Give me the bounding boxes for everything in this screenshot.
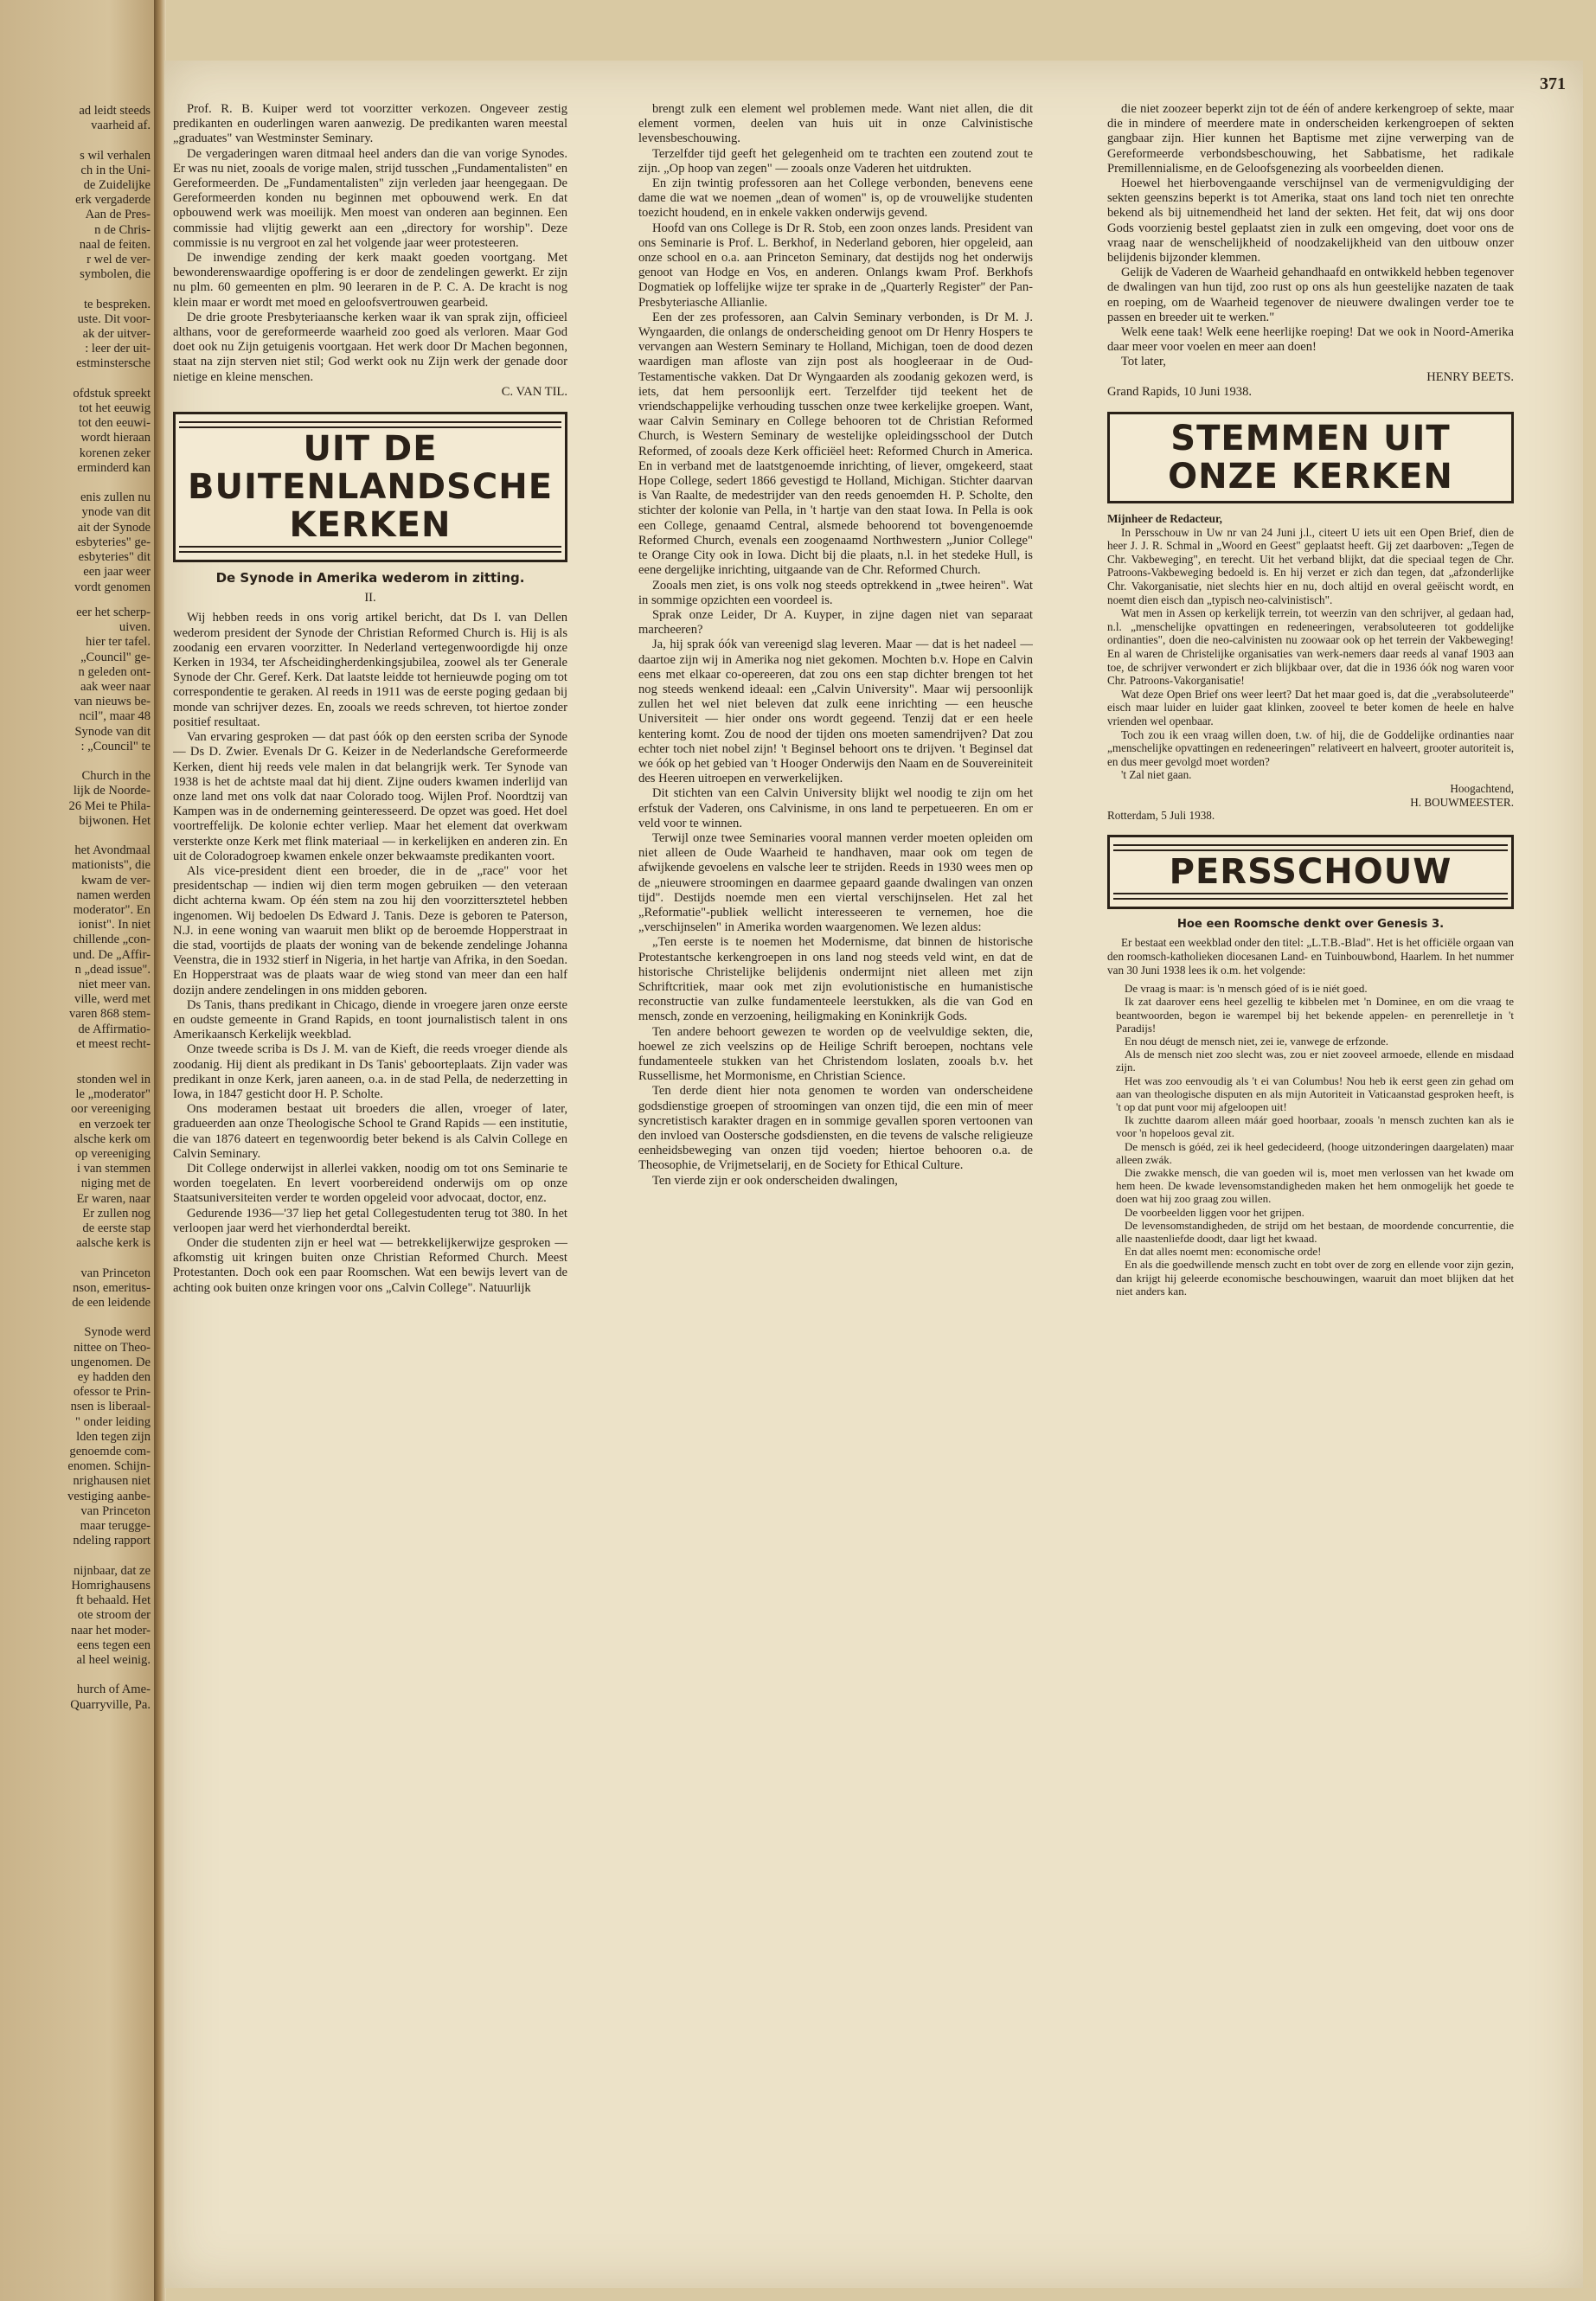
paragraph: die niet zoozeer beperkt zijn tot de één of andere kerkengroep of sekte, maar die in mindere of meerdere mate in onderscheiden kerkengroepen of sekten gangbaar zijn. Hier kunnen het Baptisme met zijne verwerping van de Gereformeerde verbondsbeschouwing, het Sabbatisme, het radikale Premillennialisme, en de Geloofsgenezing als voorbeelden dienen. [1107, 102, 1514, 176]
left-page-fragment-top [3, 104, 151, 595]
text-line-fragment: esbyteries" ge- [75, 535, 151, 549]
text-line-fragment: al heel weinig. [76, 1652, 151, 1667]
text-line-fragment: varen 868 stem- [68, 1007, 151, 1022]
text-line-fragment [3, 372, 151, 387]
article-heading: De Synode in Amerika wederom in zitting. [215, 570, 525, 586]
text-line-fragment: de Affirmatio- [78, 1022, 151, 1036]
article-continuation [173, 102, 567, 385]
text-line-fragment: Synode van dit [74, 724, 151, 739]
text-line-fragment: ungenomen. De [70, 1355, 151, 1369]
text-line-fragment: Homrighausens [71, 1578, 151, 1593]
section-banner-persschouw [1107, 835, 1514, 909]
text-line-fragment: nittee on Theo- [74, 1340, 151, 1355]
paragraph: Er bestaat een weekblad onder den titel: „L.T.B.-Blad". Het is het officiële orgaan van den roomsch-katholieken diocesanen Land- en Tuinbouwbond, Haarlem. In het nummer van 30 Juni 1938 lees ik o.m. het volgende: [1107, 936, 1514, 977]
text-line-fragment: Church in the [81, 769, 151, 784]
paragraph: brengt zulk een element wel problemen mede. Want niet allen, die dit element vormen, deelen van huis uit in onze Calvinistische levensbeschouwing. [638, 102, 1033, 146]
text-line-fragment [3, 829, 151, 843]
letter-signature: H. BOUWMEESTER. [1410, 795, 1514, 809]
paragraph: Prof. R. B. Kuiper werd tot voorzitter verkozen. Ongeveer zestig predikanten en ouderlingen waren aanwezig. De predikanten waren meestal „graduates" van Westminster Seminary. [173, 102, 567, 146]
text-line-fragment: Er zullen nog [82, 1206, 151, 1221]
paragraph: „Ten eerste is te noemen het Modernisme, dat binnen de historische Protestantsche kerkengroepen in ons land nog steeds veld wint, en dat de historische Christelijke belijdenis ondermijnt niet alleen met zijn Schriftcritiek, maar ook met zijn evolutionistische en humanistische reconstructie van zulke fundamenteele leerstukken, als die van God en mensch, zonde en verzoening, heiligmaking en Koninkrijk Gods. [638, 935, 1033, 1024]
text-line-fragment: ote stroom der [77, 1608, 151, 1623]
paragraph: Ik zat daarover eens heel gezellig te kibbelen met 'n Dominee, en om die vraag te beantwoorden, begon ie warempel bij het bekende appelen- en perenrelletje in 't Paradijs! [1116, 995, 1514, 1035]
text-line-fragment: lijk de Noorde- [73, 784, 151, 798]
text-line-fragment [3, 282, 151, 297]
text-line-fragment: „Council" ge- [80, 650, 151, 664]
author-signature: C. VAN TIL. [501, 384, 567, 399]
text-line-fragment: kwam de ver- [81, 873, 151, 888]
text-line-fragment: ville, werd met [74, 992, 151, 1007]
text-line-fragment [3, 476, 151, 490]
text-line-fragment: ey hadden den [77, 1370, 151, 1385]
paragraph: Wat men in Assen op kerkelijk terrein, tot weerzin van den schrijver, al gedaan had, n.l. „menschelijke opvattingen en redeneeringen, verabsoluteeren tot goddelijke ordinanties", doen die neo-calvinisten nu zoowaar ook op het terrein der Vakbeweging! En al waren de Christelijke organisaties van werk-nemers daar reeds al vanaf 1903 aan toe, de schrijver verwondert er zich blijkbaar over, dat die in 1936 óók nog waren voor Chr. Patroons-Vakorganisatie! [1107, 606, 1514, 688]
paragraph: Sprak onze Leider, Dr A. Kuyper, in zijne dagen niet van separaat marcheeren? [638, 607, 1033, 638]
paragraph: Gedurende 1936—'37 liep het getal Collegestudenten terug tot 380. In het verloopen jaar werd het vierhonderdtal bereikt. [173, 1206, 567, 1235]
text-line-fragment: tot het eeuwig [79, 401, 151, 416]
article-heading: Hoe een Roomsche denkt over Genesis 3. [1176, 917, 1445, 931]
paragraph: De voorbeelden liggen voor het grijpen. [1125, 1205, 1304, 1219]
paragraph: Het was zoo eenvoudig als 't ei van Columbus! Nou heb ik eerst geen zin gehad om aan van theologische disputen en als mijn Autoriteit in Vaticaanstad gesproken heeft, is 't op dat punt voor mij afgeloopen uit! [1116, 1074, 1514, 1113]
text-line-fragment: een jaar weer [83, 565, 151, 580]
text-line-fragment: ndeling rapport [73, 1534, 151, 1548]
banner-rule [1113, 844, 1508, 851]
text-line-fragment: eens tegen een [76, 1638, 151, 1652]
text-line-fragment: ch in the Uni- [80, 163, 151, 177]
text-line-fragment: enis zullen nu [80, 490, 151, 505]
paragraph: Als de mensch niet zoo slecht was, zou er niet zooveel armoede, ellende en misdaad zijn. [1116, 1048, 1514, 1074]
paragraph: Wij hebben reeds in ons vorig artikel bericht, dat Ds I. van Dellen wederom president der Synode der Christian Reformed Church is. Hij is als zoodanig een ervaren voorzitter. In Nederland vertegenwoordigde hij onze Kerken in 1934, ter Afscheidingherdenkingsjubilea, zoowel als ter Generale Synode der Chr. Geref. Kerk. Dat laatste leidde tot hernieuwde poging om tot correspondentie te geraken. Al reeds in 1911 was de eerste poging gedaan bij monde van schrijver dezes. En, zooals we reeds schreven, tot hiertoe zonder positief resultaat. [173, 611, 567, 729]
text-line-fragment: namen werden [76, 888, 151, 902]
paragraph: De inwendige zending der kerk maakt goeden voortgang. Met bewonderenswaardige opoffering is er door de zendelingen gewerkt. Er zijn nu plm. 60 gemeenten en plm. 90 leeraren in de P. C. A. De kracht is nog klein maar er wordt met moed en geloofsvertrouwen gearbeid. [173, 251, 567, 310]
text-line-fragment: niet meer van. [78, 977, 151, 992]
paragraph: Welk eene taak! Welk eene heerlijke roeping! Dat we ook in Noord-Amerika daar meer voor voelen en meer aan doen! [1107, 325, 1514, 355]
text-line-fragment: erk vergaderde [75, 193, 151, 208]
text-line-fragment: uste. Dit voor- [77, 311, 151, 326]
dateline: Grand Rapids, 10 Juni 1938. [1107, 384, 1253, 399]
paragraph: En zijn twintig professoren aan het College verbonden, benevens eene dame die wat we noemen „dean of women" is, op de vrouwelijke studenten toezicht houdend, en in enkele vakken onderwijs gevend. [638, 176, 1033, 221]
paragraph: Terzelfder tijd geeft het gelegenheid om te trachten een zoutend zout te zijn. „Op hoop van zegen" — zooals onze Vaderen het uitdrukten. [638, 146, 1033, 176]
text-line-fragment: te bespreken. [84, 297, 151, 311]
paragraph: Wat deze Open Brief ons weer leert? Dat het maar goed is, dat die „verabsoluteerde" eisch maar luider en luider gaat klinken, zooveel te beter komen de heele en halve vrienden wel openbaar. [1107, 687, 1514, 727]
article-part-number: II. [364, 591, 376, 606]
left-page-fragment-bottom [3, 1073, 151, 1713]
text-line-fragment: 26 Mei te Phila- [68, 798, 151, 813]
text-line-fragment: vestiging aanbe- [67, 1489, 151, 1503]
paragraph: Dit College onderwijst in allerlei vakken, noodig om tot ons Seminarie te worden toegelaten. En levert voorbereidend onderwijs om op onze Staatsuniversiteiten verder te worden opgeleid voor advocaat, doctor, enz. [173, 1161, 567, 1206]
text-line-fragment [3, 1311, 151, 1325]
author-signature: HENRY BEETS. [1426, 369, 1514, 384]
text-line-fragment: ad leidt steeds [79, 104, 151, 118]
text-line-fragment: ynode van dit [81, 505, 151, 520]
text-line-fragment: naar het moder- [70, 1623, 151, 1638]
text-line-fragment: van Princeton [80, 1266, 151, 1280]
text-line-fragment: naal de feiten. [79, 237, 151, 252]
text-line-fragment: uiven. [119, 620, 151, 635]
letter-dateline: Rotterdam, 5 Juli 1938. [1107, 809, 1215, 823]
paragraph: Zooals men ziet, is ons volk nog steeds optrekkend in „twee heiren". Wat in sommige opzichten een voordeel is. [638, 578, 1033, 607]
paragraph: Onze tweede scriba is Ds J. M. van de Kieft, die reeds vroeger diende als zoodanig. Hij dient als predikant in Ds Tanis' geboorteplaats. Zijn vader was predikant in onze Kerk, jaren aaneen, o.a. in de stad Pella, de nederzetting in Iowa, in 1847 gesticht door H. P. Scholte. [173, 1042, 567, 1101]
text-line-fragment: van Princeton [80, 1503, 151, 1518]
text-line-fragment: vaarheid af. [91, 119, 151, 133]
paragraph: Ons moderamen bestaat uit broeders die allen, vroeger of later, gradueerden aan onze Theologische School te Grand Rapids — een institutie, die van 1876 dateert en tegenwoordig beter bekend is als Calvin College en Calvin Seminary. [173, 1102, 567, 1161]
text-line-fragment: s wil verhalen [80, 148, 151, 163]
article-body-continued [638, 102, 1033, 1189]
text-line-fragment: ofessor te Prin- [73, 1385, 151, 1400]
text-line-fragment: Er waren, naar [76, 1191, 151, 1206]
paragraph: De mensch is góéd, zei ik heel gedecideerd, (hooge uitzonderingen daargelaten) maar alleen zwák. [1116, 1139, 1514, 1166]
text-line-fragment: maar terugge- [80, 1519, 151, 1534]
banner-title-line2: BUITENLANDSCHE KERKEN [187, 467, 554, 546]
text-line-fragment: r wel de ver- [87, 253, 151, 267]
paragraph: En dat alles noemt men: economische orde! [1125, 1245, 1322, 1259]
paragraph: Een der zes professoren, aan Calvin Seminary verbonden, is Dr M. J. Wyngaarden, die onlangs de onderscheiding genoot om Dr Henry Hospers te vervangen aan Western Seminary te Holland, Michigan, toen de dood dezen waardigen man afloste van zijn post als hoogleeraar in de Oud-Testamentische vakken. Dat Dr Wyngaarden als zoodanig gekozen werd, is iets, dat hem persoonlijk eert. Terzelfder tijd teekent het de vriendschappelijke verhouding tusschen onze twee kerkelijke groepen. Want, waar Calvin Seminary en College behooren tot de Christian Reformed Church, is Western Seminary de westelijke opleidingsschool der Dutch Reformed, of zooals deze Kerk officiëel heet: Reformed Church in America. En in verband met de laatstgenoemde inrichting, of liever, omgekeerd, staat Hope College, sedert 1866 gevestigd te Holland, Michigan. Stichter daarvan is Van Raalte, de medestrijder van den reeds genoemden H. P. Scholte, den stichter der kolonie van Pella, in 't hartje van den staat Iowa. In Pella is ook een College, genaamd Central, alsmede behoorend tot bovengenoemde Reformed Church, evenals een zoogenaamd Northwestern „Junior College" te Orange City ook in Iowa. Dicht bij die plaats, n.l. in het stedeke Hull, is eene dergelijke inrichting, uitgaande van de Chr. Reformed Church. [638, 310, 1033, 578]
letter-closing: Hoogachtend, [1450, 781, 1514, 795]
banner-rule [179, 546, 561, 553]
section-banner-buitenlandsche-kerken [173, 412, 567, 562]
text-line-fragment: i van stemmen [76, 1162, 151, 1176]
paragraph: In Persschouw in Uw nr van 24 Juni j.l., citeert U iets uit een Open Brief, dien de heer J. J. R. Schmal in „Woord en Geest" geplaatst heeft. Gij zet daarboven: „Tegen de Chr. Vakbeweging", en terecht. Uit het verband blijkt, dat die speciaal tegen de Chr. Patroons-Vakbeweging bedoeld is. En hij verzet er zich dan tegen, dat „afzonderlijke Chr. Vakorganisatie, niet slechts hier en nu, doch altijd en overal geëischt wordt, en noemt dien eisch dan „typisch neo-calvinistisch". [1107, 525, 1514, 606]
column-1 [173, 102, 567, 2282]
column-3 [1107, 102, 1514, 2282]
text-line-fragment: tot den eeuwi- [78, 416, 151, 431]
article-body [173, 611, 567, 1295]
banner-title-line2: ONZE KERKEN [1168, 457, 1453, 497]
text-line-fragment: stonden wel in [76, 1073, 151, 1086]
text-line-fragment: moderator". En [73, 903, 151, 918]
paragraph: Als vice-president dient een broeder, die in de „race" voor het presidentschap — indien wij dien term mogen gebruiken — den veteraan dicht achterna kwam. Op één stem na zou hij den voorzittersztetel hebben ingenomen. Wij bedoelen Ds Edward J. Tanis. Deze is geboren te Paterson, N.J. in eene woning van waaruit men blikt op de beroemde Hopperstraat in die stad, voortijds de plaats der woning van de bekende zendelinge Johanna Veenstra, die in 1932 stierf in Nigeria, in het hartje van Afrika, in den Soedan. En Hopperstraat was de plaats waar de wieg stond van meer dan een half dozijn andere zendelingen in ons midden geboren. [173, 863, 567, 997]
text-line-fragment: het Avondmaal [74, 843, 151, 858]
paragraph: De vergaderingen waren ditmaal heel anders dan die van vorige Synodes. Er was nu niet, zooals de vorige malen, strijd tusschen „Fundamentalisten" en Gereformeerden. De „Fundamentalisten" zijn verleden jaar heengegaan. De Gereformeerden konden nu beginnen met opbouwend werk. En dat opbouwend werk was moeilijk. Men moest van onderen aan beginnen. Een commissie had vlijtig gewerkt aan een „directory for worship". Deze commissie is nu vergroot en zal het volgende jaar weer protesteeren. [173, 146, 567, 250]
left-page-edge [0, 0, 156, 2301]
text-line-fragment: ncil", maar 48 [79, 709, 151, 724]
paragraph: Tot later, [1121, 355, 1166, 369]
text-line-fragment [3, 133, 151, 148]
text-line-fragment: mationists", die [71, 858, 151, 873]
paragraph: Ten andere behoort gewezen te worden op de veelvuldige sekten, die, hoewel ze zich veelszins op de Heilige Schrift beroepen, nochtans vele fundamenteele stukken van het Christendom loslaten, zooals b.v. het Russellisme, het Mormonisme, en Christian Science. [638, 1024, 1033, 1084]
paragraph: Hoofd van ons College is Dr R. Stob, een zoon onzes lands. President van ons Seminarie is Prof. L. Berkhof, in Nederland geboren, hier opgeleid, aan onze school en o.a. aan Princeton Seminary, dat destijds nog het onderwijs genoot van Hodge en Vos, en anderen. Onlangs kwam Prof. Berkhofs Dogmatiek op loffelijke wijze ter sprake in de „Quarterly Register" der Pan-Presbyteriasche Allianlie. [638, 221, 1033, 310]
paragraph: En nou déugt de mensch niet, zei ie, vanwege de erfzonde. [1125, 1034, 1389, 1048]
text-line-fragment: wordt hieraan [80, 431, 151, 445]
text-line-fragment: : leer der uit- [85, 342, 151, 356]
letter-body [1107, 526, 1514, 782]
text-line-fragment: genoemde com- [69, 1445, 151, 1459]
paragraph: Van ervaring gesproken — dat past óók op den eersten scriba der Synode — Ds D. Zwier. Evenals Dr G. Keizer in de Nederlandsche Gereformeerde Kerken, dient hij reeds vele malen in dat belangrijk werk. Ter Synode van 1938 is het de achtste maal dat hij dient. Zijne ouders kwamen inderlijd van onze land met ons volk dat naar Colorado toog. Wijlen Prof. Noordtzij van Kampen was in de onderneming geinteresseerd. De opzet was goed. Het doel voortreffelijk. De kolonie echter verliep. Maar het element dat overkwam versterkte onze Kerk met flink materiaal — in kerkelijken en anderen zin. En uit de Coloradogroep kwamen enkele onzer bekwaamste predikanten voort. [173, 730, 567, 863]
text-line-fragment [3, 754, 151, 769]
text-line-fragment [3, 1251, 151, 1266]
paragraph: Ten derde dient hier nota genomen te worden van onderscheidene godsdienstige groepen of stroomingen van onzen tijd, die een min of meer syncretistisch karakter dragen en in sommige gevallen sporen vertoonen van den invloed van Oostersche godsdiensten, en die tevens de valsche religieuze eenheidsbeweging van onzen tijd voeden; hiertoe behooren o.a. de Theosophie, de Vrijmetselarij, en de Society for Ethical Culture. [638, 1084, 1033, 1173]
paragraph: De drie groote Presbyteriaansche kerken waar ik van sprak zijn, officieel althans, voor de gereformeerde waarheid zoo goed als verloren. Maar God doet ook nu Zijn getuigenis voortgaan. Het werk door Dr Machen begonnen, staat na zijn sterven niet stil; God werkt ook nu Zijn werk der genade door nietige en kleine menschen. [173, 310, 567, 384]
banner-title-line1: STEMMEN UIT [1170, 419, 1451, 459]
banner-title: PERSSCHOUW [1169, 851, 1452, 892]
text-line-fragment: op vereeniging [74, 1147, 151, 1162]
text-line-fragment: alsche kerk om [74, 1131, 151, 1146]
paragraph: Ja, hij sprak óók van vereenigd slag leveren. Maar — dat is het nadeel — daartoe zijn wij in Amerika nog niet gekomen. Mochten b.v. Hope en Calvin eens met elkaar co-opereeren, dat zou ons een stap dichter brengen tot het nog steeds wenkend ideaal: een „Calvin University". Maar wij persoonlijk zullen het wel niet beleven dat zulk eene inrichting — een heusche Universiteit — hier onder ons wordt gegeend. Tenzij dat er een heele kentering komt. Zou de nood der tijden ons moeten samendrijven? Dat zou echter toch niet nobel zijn! 't Beginsel behoort ons te drijven. 't Beginsel dat we óók op het gebied van 't Hooger Onderwijs den Naam en de Souvereiniteit des Heeren uitroepen en verwerkelijken. [638, 638, 1033, 786]
text-line-fragment: de een leidende [72, 1296, 151, 1311]
text-line-fragment: n geleden ont- [78, 664, 151, 679]
text-line-fragment [3, 1668, 151, 1682]
text-line-fragment: korenen zeker [79, 445, 151, 460]
paragraph: 't Zal niet gaan. [1121, 768, 1192, 782]
text-line-fragment: ait der Synode [77, 520, 151, 535]
banner-title-line1: UIT DE [303, 429, 438, 470]
text-line-fragment: hurch of Ame- [76, 1682, 151, 1697]
text-line-fragment: eer het scherp- [76, 606, 151, 619]
text-line-fragment: nrighausen niet [73, 1474, 151, 1489]
paragraph: Die zwakke mensch, die van goeden wil is, moet men verlossen van het kwade om hem heen. De kwade levensomstandigheden maken het hem onmogelijk het goede te doen wat hij zoo graag zou willen. [1116, 1165, 1514, 1206]
text-line-fragment: " onder leiding [74, 1414, 151, 1429]
paragraph: Toch zou ik een vraag willen doen, t.w. of hij, die de Goddelijke ordinanties naar „menschelijke opvattingen en redeneeringen" relativeert en halveert, grooter autoriteit is, en dus meer gevolgd moet worden? [1107, 727, 1514, 768]
paragraph: Ds Tanis, thans predikant in Chicago, diende in vroegere jaren onze eerste en oudste gemeente in Grand Rapids, en toont journalistisch talent in ons Amerikaansch Kerkelijk weekblad. [173, 997, 567, 1042]
paragraph: Terwijl onze twee Seminaries vooral mannen verder moeten opleiden om niet alleen de Oude Waarheid te handhaven, maar ook om tegen de afwijkende gevoelens en valsche leer te strijden. Reeds in 1930 wees men op de „nieuwere stroomingen en daarmee gepaard gaande dwalingen van onzen tijd". Destijds noemde men een viertal verschijnselen. Het zal het „Reformatie"-publiek wellicht interesseeren te vernemen, hoe die „verschijnselen" in Amerika worden waargenomen. We lezen aldus: [638, 830, 1033, 935]
page-sheet [164, 61, 1583, 2288]
text-line-fragment: ionist". In niet [78, 918, 151, 933]
text-line-fragment: bijwonen. Het [79, 813, 151, 828]
text-line-fragment: Quarryville, Pa. [70, 1697, 151, 1712]
paragraph: De vraag is maar: is 'n mensch góed of is ie niét goed. [1125, 982, 1368, 996]
text-line-fragment: Aan de Pres- [85, 208, 151, 222]
paragraph: Ten vierde zijn er ook onderscheiden dwalingen, [652, 1173, 898, 1188]
paragraph: Ik zuchtte daarom alleen máár goed hoorbaar, zooals 'n mensch zuchten kan als ie voor 'n hopeloos geval zit. [1116, 1113, 1514, 1140]
text-line-fragment: und. De „Affir- [73, 947, 151, 962]
text-line-fragment: Synode werd [84, 1325, 151, 1340]
text-line-fragment: le „moderator" [75, 1087, 151, 1102]
text-line-fragment: n „dead issue". [74, 962, 151, 977]
text-line-fragment: : „Council" te [80, 739, 151, 753]
quoted-passage [1116, 982, 1514, 1298]
left-page-fragment-middle [3, 606, 151, 1052]
text-line-fragment: ft behaald. Het [75, 1593, 151, 1608]
text-line-fragment: estminstersche [76, 356, 151, 371]
letter-salutation: Mijnheer de Redacteur, [1107, 512, 1222, 526]
banner-rule [179, 421, 561, 428]
text-line-fragment: van nieuws be- [74, 695, 151, 709]
paragraph: Gelijk de Vaderen de Waarheid gehandhaafd en ontwikkeld hebben tegenover de dwalingen van hun tijd, zoo rust op ons als hun geestelijke nazaten de taak en roeping, om de Waarheid tegenover de nieuwere dwalingen verder toe te passen en breeder uit te werken." [1107, 266, 1514, 324]
text-line-fragment: en verzoek ter [79, 1117, 151, 1131]
text-line-fragment: aalsche kerk is [76, 1236, 151, 1251]
text-line-fragment: n de Chris- [94, 222, 151, 237]
paragraph: Hoewel het hierbovengaande verschijnsel van de vermenigvuldiging der sekten geenszins beperkt is tot Amerika, staat ons land toch niet ten onrechte bekend als bij uitnemendheid het land der sekten. Het feit, dat wij ons door Gods voorzienig bestel geplaatst zien in zulk een omgeving, doet voor ons de vraag naar de wenschelijkheid of noodzakelijkheid van den uitbouw onzer belijdenis bijzonder klemmen. [1107, 176, 1514, 266]
text-line-fragment: aak weer naar [80, 680, 151, 695]
section-banner-stemmen-uit-onze-kerken [1107, 412, 1514, 503]
text-line-fragment: lden tegen zijn [76, 1429, 151, 1444]
text-line-fragment: nsen is liberaal- [70, 1400, 151, 1414]
text-line-fragment: ofdstuk spreekt [73, 386, 151, 401]
text-line-fragment [3, 1549, 151, 1564]
text-line-fragment: erminderd kan [77, 460, 151, 475]
paragraph: De levensomstandigheden, de strijd om het bestaan, de moordende concurrentie, die alle naastenliefde doodt, daar ligt het kwaad. [1116, 1218, 1514, 1245]
text-line-fragment: de eerste stap [82, 1221, 151, 1236]
article-intro [1107, 936, 1514, 977]
text-line-fragment: vordt genomen [74, 580, 151, 594]
text-line-fragment: nson, emeritus- [73, 1280, 151, 1295]
text-line-fragment: de Zuidelijke [83, 178, 151, 193]
page-number: 371 [1540, 74, 1566, 93]
column-2 [638, 102, 1033, 2282]
paragraph: En als die goedwillende mensch zucht en tobt over de zorg en ellende voor zijn gezin, dan krijgt hij geleerde economische beschouwingen, waaruit dan moet blijken dat het niet anders kan. [1116, 1258, 1514, 1298]
text-line-fragment: nijnbaar, dat ze [74, 1563, 151, 1578]
text-line-fragment: enomen. Schijn- [67, 1459, 151, 1474]
text-line-fragment: oor vereeniging [71, 1102, 151, 1117]
article-body-end [1107, 102, 1514, 370]
text-line-fragment: et meest recht- [76, 1036, 151, 1051]
text-line-fragment: niging met de [80, 1176, 151, 1191]
text-line-fragment: chillende „con- [73, 933, 151, 947]
text-line-fragment: hier ter tafel. [86, 635, 151, 650]
text-line-fragment: ak der uitver- [82, 327, 151, 342]
text-line-fragment: esbyteries" dit [78, 550, 151, 565]
paragraph: Dit stichten van een Calvin University blijkt wel noodig te zijn om het erfstuk der Vaderen, ons Calvinisme, in ons land te perpetueeren. En om er veld voor te winnen. [638, 786, 1033, 830]
paragraph: Onder die studenten zijn er heel wat — betrekkelijkerwijze gesproken — afkomstig uit kringen buiten onze Christian Reformed Church. Meest Protestanten. Doch ook een paar Roomschen. Wat een bewijs levert van de achting ook buiten onze kringen voor ons „Calvin College". Natuurlijk [173, 1236, 567, 1295]
text-line-fragment: symbolen, die [80, 267, 151, 282]
banner-rule [1113, 893, 1508, 900]
